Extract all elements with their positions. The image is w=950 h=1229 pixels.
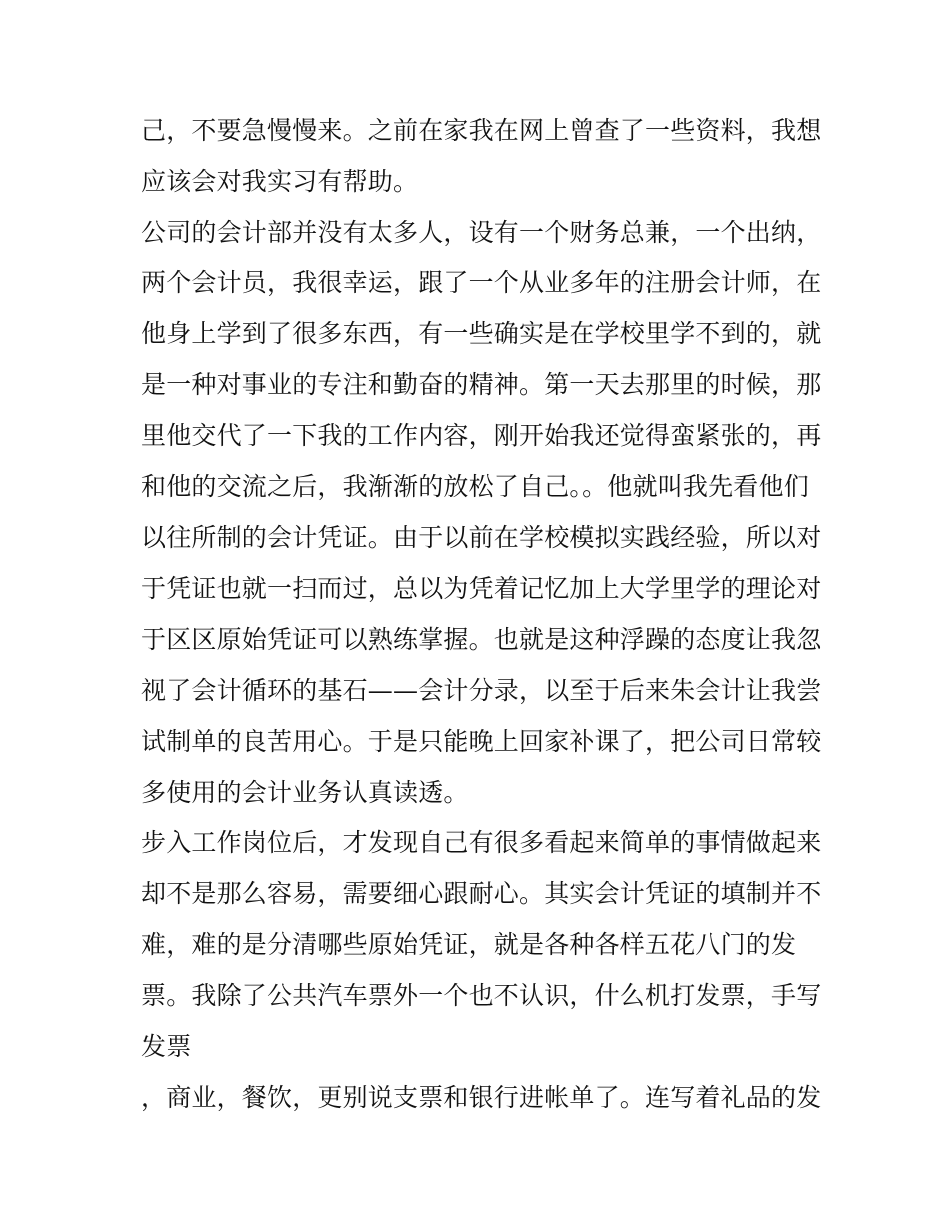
text-line-15: 步入工作岗位后，才发现自己有很多看起来简单的事情做起来 bbox=[141, 828, 822, 857]
text-line-4: 两个会计员，我很幸运，跟了一个从业多年的注册会计师，在 bbox=[141, 268, 822, 297]
text-line-17: 难，难的是分清哪些原始凭证，就是各种各样五花八门的发 bbox=[141, 930, 797, 959]
text-line-1: 己，不要急慢慢来。之前在家我在网上曾查了一些资料，我想 bbox=[141, 116, 822, 145]
text-line-8: 和他的交流之后，我渐渐的放松了自己。。他就叫我先看他们 bbox=[141, 472, 809, 501]
text-line-3: 公司的会计部并没有太多人，设有一个财务总兼，一个出纳， bbox=[141, 218, 822, 247]
text-line-18: 票。我除了公共汽车票外一个也不认识，什么机打发票，手写 bbox=[141, 981, 822, 1010]
text-line-16: 却不是那么容易，需要细心跟耐心。其实会计凭证的填制并不 bbox=[141, 879, 822, 908]
text-line-10: 于凭证也就一扫而过，总以为凭着记忆加上大学里学的理论对 bbox=[141, 574, 822, 603]
text-line-6: 是一种对事业的专注和勤奋的精神。第一天去那里的时候，那 bbox=[141, 370, 822, 399]
text-line-2: 应该会对我实习有帮助。 bbox=[141, 167, 419, 196]
text-line-12: 视了会计循环的基石——会计分录，以至于后来朱会计让我尝 bbox=[141, 676, 822, 705]
text-line-19: 发票 bbox=[141, 1032, 192, 1061]
text-line-13: 试制单的良苦用心。于是只能晚上回家补课了，把公司日常较 bbox=[141, 727, 822, 756]
text-line-20: ，商业，餐饮，更别说支票和银行进帐单了。连写着礼品的发 bbox=[141, 1083, 822, 1112]
text-line-7: 里他交代了一下我的工作内容，刚开始我还觉得蛮紧张的，再 bbox=[141, 421, 822, 450]
text-line-14: 多使用的会计业务认真读透。 bbox=[141, 778, 469, 807]
text-line-9: 以往所制的会计凭证。由于以前在学校模拟实践经验，所以对 bbox=[141, 523, 822, 552]
text-line-5: 他身上学到了很多东西，有一些确实是在学校里学不到的，就 bbox=[141, 319, 822, 348]
text-line-11: 于区区原始凭证可以熟练掌握。也就是这种浮躁的态度让我忽 bbox=[141, 625, 822, 654]
